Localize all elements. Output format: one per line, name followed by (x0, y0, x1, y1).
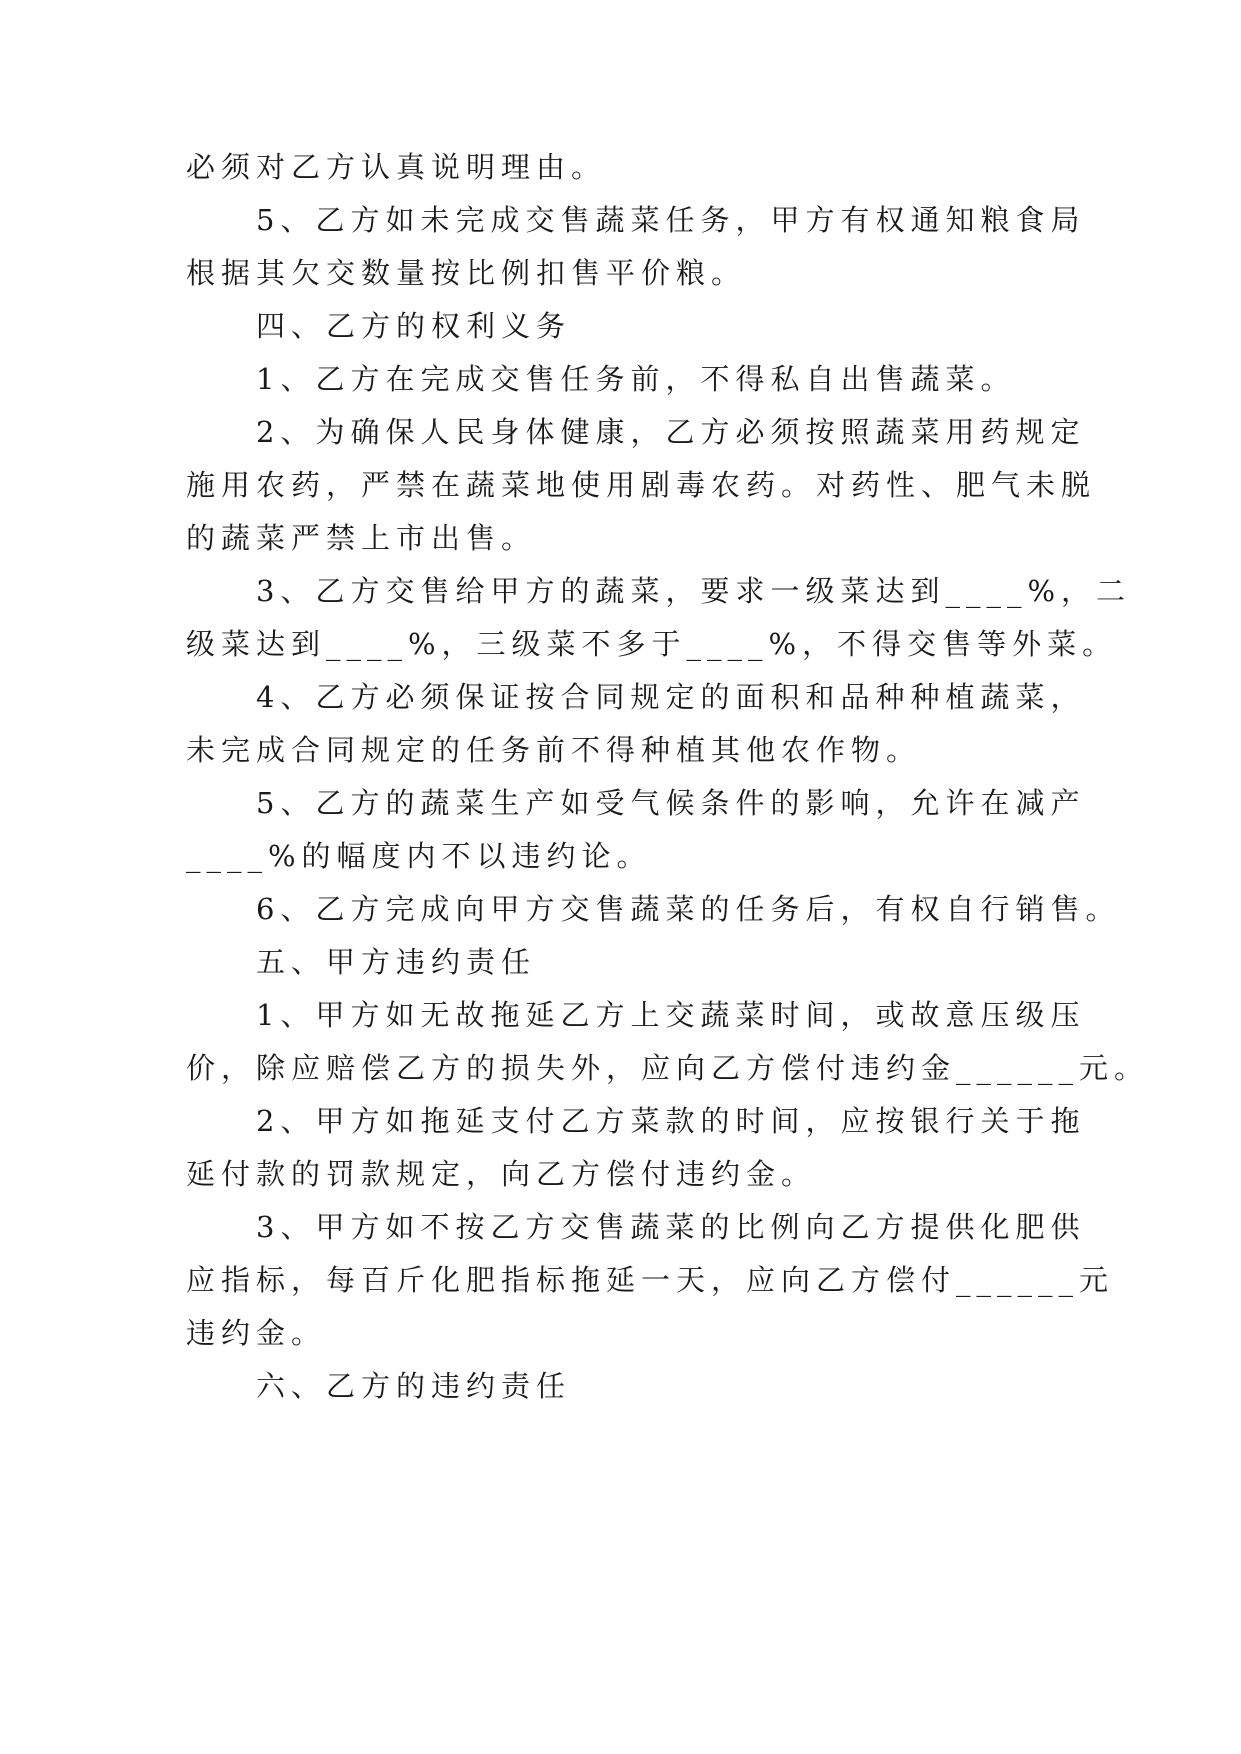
text-line: 5、乙方的蔬菜生产如受气候条件的影响，允许在减产 (256, 786, 1086, 820)
text-line: 价，除应赔偿乙方的损失外，应向乙方偿付违约金______元。 (186, 1051, 1150, 1085)
text-line: 1、乙方在完成交售任务前，不得私自出售蔬菜。 (256, 362, 1016, 396)
section-heading: 五、甲方违约责任 (256, 945, 537, 979)
text-line: 施用农药，严禁在蔬菜地使用剧毒农药。对药性、肥气未脱 (186, 468, 1097, 502)
text-line: ____%的幅度内不以违约论。 (186, 839, 652, 873)
text-line: 4、乙方必须保证按合同规定的面积和品种种植蔬菜， (256, 680, 1086, 714)
text-line: 6、乙方完成向甲方交售蔬菜的任务后，有权自行销售。 (256, 892, 1121, 926)
text-line: 3、乙方交售给甲方的蔬菜，要求一级菜达到____%，二 (256, 574, 1132, 608)
text-line: 延付款的罚款规定，向乙方偿付违约金。 (186, 1157, 817, 1191)
text-line: 根据其欠交数量按比例扣售平价粮。 (186, 256, 747, 290)
text-line: 级菜达到____%，三级菜不多于____%，不得交售等外菜。 (186, 627, 1118, 661)
text-line: 5、乙方如未完成交售蔬菜任务，甲方有权通知粮食局 (256, 203, 1086, 237)
section-heading: 四、乙方的权利义务 (256, 309, 572, 343)
text-line: 1、甲方如无故拖延乙方上交蔬菜时间，或故意压级压 (256, 998, 1086, 1032)
text-line: 必须对乙方认真说明理由。 (186, 150, 607, 184)
section-heading: 六、乙方的违约责任 (256, 1369, 572, 1403)
text-line: 违约金。 (186, 1316, 327, 1350)
text-line: 3、甲方如不按乙方交售蔬菜的比例向乙方提供化肥供 (256, 1210, 1086, 1244)
text-line: 2、甲方如拖延支付乙方菜款的时间，应按银行关于拖 (256, 1104, 1086, 1138)
text-line: 未完成合同规定的任务前不得种植其他农作物。 (186, 733, 922, 767)
text-line: 的蔬菜严禁上市出售。 (186, 521, 537, 555)
text-line: 应指标，每百斤化肥指标拖延一天，应向乙方偿付______元 (186, 1263, 1115, 1297)
text-line: 2、为确保人民身体健康，乙方必须按照蔬菜用药规定 (256, 415, 1086, 449)
